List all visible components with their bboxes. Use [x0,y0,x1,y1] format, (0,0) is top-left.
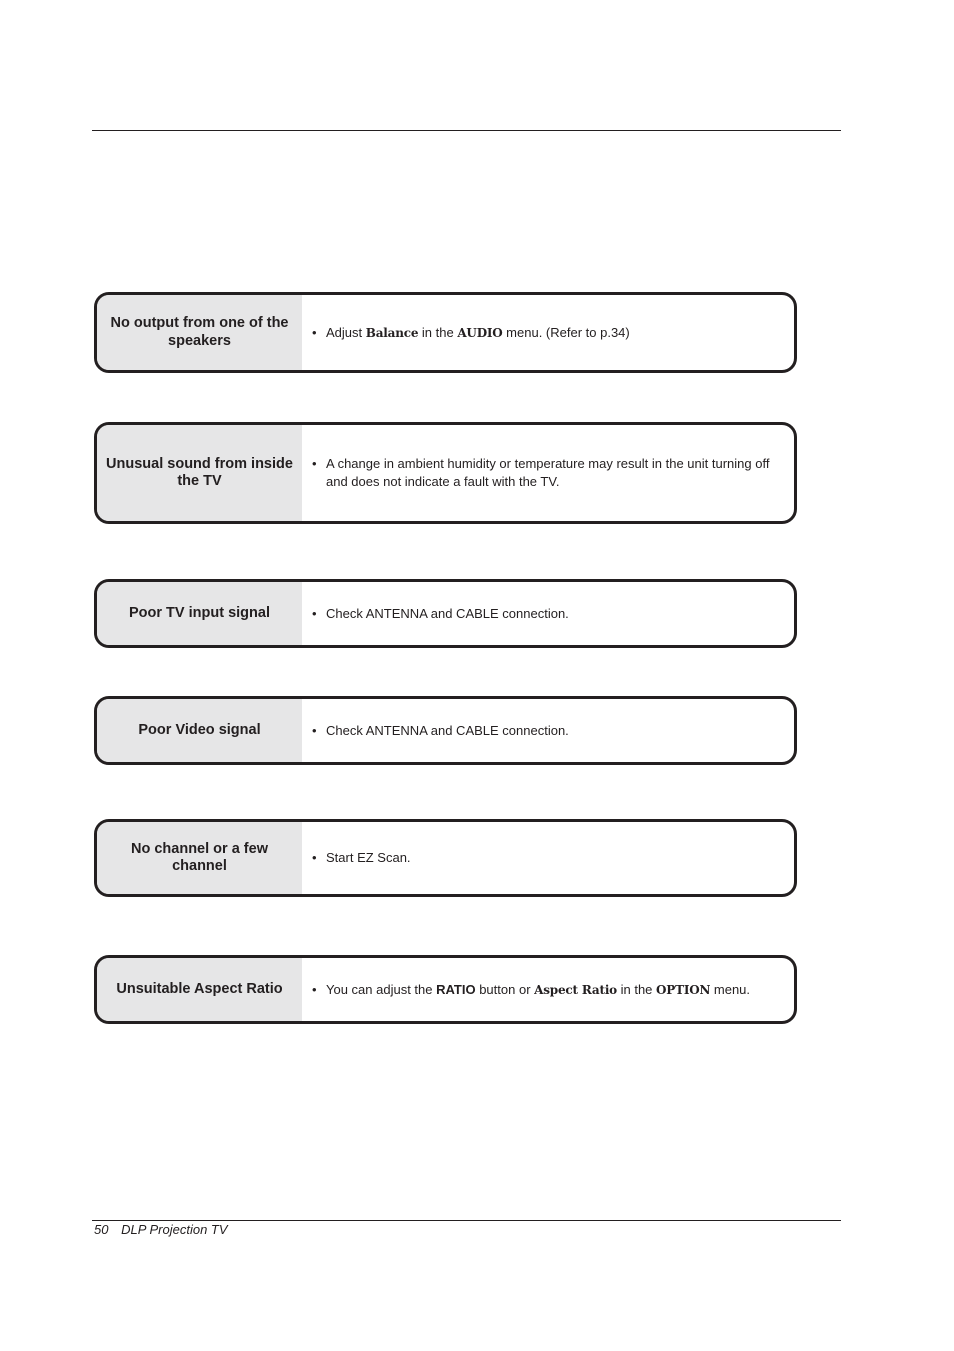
solution-bullet [312,324,630,342]
problem-label: Unusual sound from inside the TV [97,425,302,521]
bullet-icon: • [312,324,317,340]
page-number: 50 [94,1222,109,1237]
problem-label: Unsuitable Aspect Ratio [97,958,302,1021]
troubleshoot-row-poor-video-signal [94,696,797,765]
bullet-icon: • [312,981,317,997]
solution-cell [302,822,794,894]
solution-bullet [312,722,569,740]
troubleshoot-row-poor-tv-signal [94,579,797,648]
menu-term: Balance [365,325,419,340]
problem-label: No channel or a few channel [97,822,302,894]
solution-bullet [312,981,750,999]
menu-term: AUDIO [457,325,503,340]
solution-text [326,455,772,491]
solution-text [326,605,569,623]
solution-cell [302,295,794,370]
troubleshoot-row-aspect-ratio [94,955,797,1024]
menu-term: Aspect Ratio [534,982,617,997]
solution-cell [302,582,794,645]
problem-label: Poor TV input signal [97,582,302,645]
troubleshoot-row-unusual-sound [94,422,797,524]
problem-label: No output from one of the speakers [97,295,302,370]
solution-text [326,722,569,740]
text-run: in the [617,981,657,997]
solution-cell [302,958,794,1021]
text-run: in the [418,324,458,340]
solution-text [326,849,411,867]
solution-cell [302,425,794,521]
solution-bullet [312,605,569,623]
troubleshoot-row-speaker-output [94,292,797,373]
text-run: A change in ambient humidity or temperature may result in the unit turning off and does not indicate a fault with the TV. [326,456,770,489]
bullet-icon: • [312,722,317,738]
solution-bullet [312,455,772,491]
text-run: menu. (Refer to p.34) [502,324,630,340]
solution-cell [302,699,794,762]
footer-rule [92,1220,841,1221]
text-run: You can adjust the [326,981,437,997]
key-term: RATIO [436,981,476,997]
menu-term: OPTION [656,982,711,997]
footer-title: DLP Projection TV [121,1222,228,1237]
problem-label: Poor Video signal [97,699,302,762]
solution-bullet [312,849,411,867]
text-run: menu. [710,981,751,997]
solution-text [326,324,630,342]
page-footer [94,1222,228,1237]
text-run: Check ANTENNA and CABLE connection. [326,722,569,738]
troubleshoot-row-no-channel [94,819,797,897]
bullet-icon: • [312,456,317,471]
header-rule [92,130,841,131]
text-run: button or [475,981,535,997]
text-run: Adjust [326,324,366,340]
text-run: Start EZ Scan. [326,850,411,865]
solution-text [326,981,750,999]
bullet-icon: • [312,850,317,865]
text-run: Check ANTENNA and CABLE connection. [326,605,569,621]
bullet-icon: • [312,605,317,621]
